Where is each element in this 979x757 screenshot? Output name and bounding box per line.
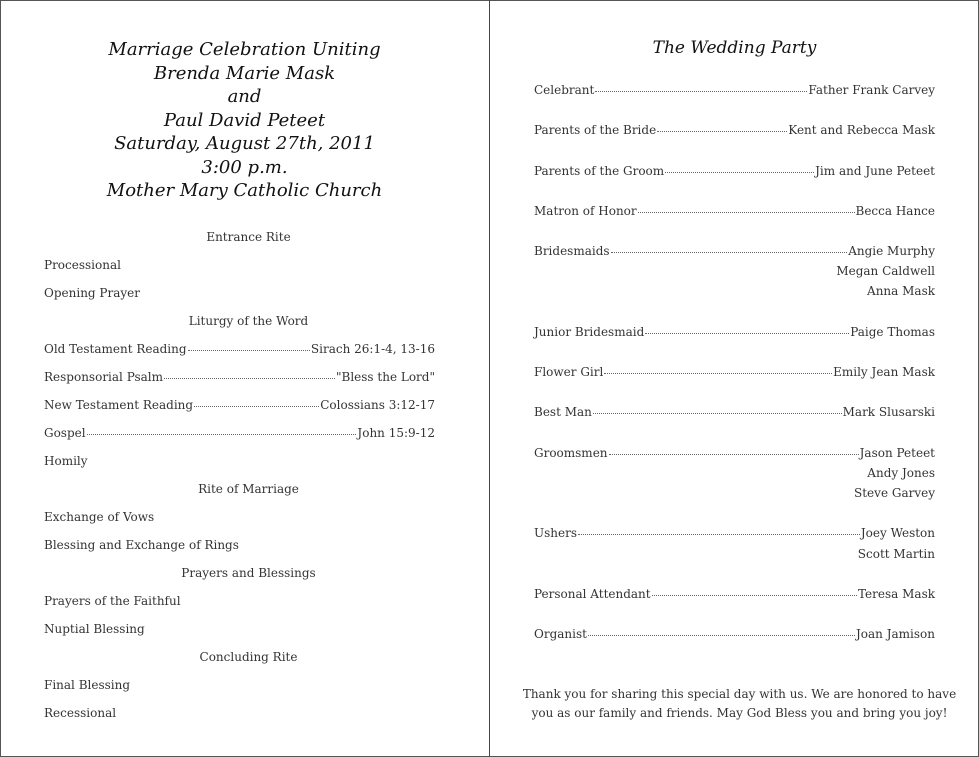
party-row bbox=[534, 405, 935, 419]
dot-leader bbox=[595, 91, 807, 92]
title-and: and bbox=[227, 86, 262, 107]
reading-value: "Bless the Lord" bbox=[335, 370, 435, 384]
dot-leader bbox=[87, 434, 357, 435]
program-item: Recessional bbox=[44, 706, 117, 720]
program-item: Processional bbox=[44, 258, 121, 272]
party-name: Anna Mask bbox=[867, 284, 935, 298]
ceremony-title bbox=[0, 38, 489, 203]
reading-label: Responsorial Psalm bbox=[44, 370, 163, 384]
party-name: Joey Weston bbox=[860, 526, 935, 540]
dot-leader bbox=[611, 252, 848, 253]
thank-you-message bbox=[520, 685, 959, 723]
party-name: Megan Caldwell bbox=[836, 264, 935, 278]
party-role: Groomsmen bbox=[534, 446, 608, 460]
ceremony-time: 3:00 p.m. bbox=[201, 156, 288, 178]
party-role: Organist bbox=[534, 627, 587, 641]
ceremony-venue: Mother Mary Catholic Church bbox=[106, 180, 383, 201]
program-item: Opening Prayer bbox=[44, 286, 140, 300]
party-role: Junior Bridesmaid bbox=[534, 325, 645, 339]
program-item: Blessing and Exchange of Rings bbox=[44, 538, 239, 552]
party-row bbox=[534, 627, 935, 641]
program-item: Exchange of Vows bbox=[44, 510, 155, 524]
party-name: Andy Jones bbox=[867, 466, 935, 480]
party-row bbox=[534, 526, 935, 540]
party-role: Parents of the Bride bbox=[534, 123, 657, 137]
party-role: Parents of the Groom bbox=[534, 164, 665, 178]
reading-row bbox=[44, 398, 435, 412]
party-name: Teresa Mask bbox=[857, 587, 935, 601]
party-name: Kent and Rebecca Mask bbox=[788, 123, 935, 137]
party-role: Celebrant bbox=[534, 83, 595, 97]
dot-leader bbox=[194, 406, 319, 407]
section-heading: Entrance Rite bbox=[206, 230, 291, 244]
party-name: Mark Slusarski bbox=[842, 405, 935, 419]
dot-leader bbox=[652, 595, 857, 596]
party-row bbox=[534, 123, 935, 137]
dot-leader bbox=[638, 212, 855, 213]
section-heading: Concluding Rite bbox=[199, 650, 298, 664]
thank-you-line: you as our family and friends. May God Bless you and bring you joy! bbox=[531, 706, 948, 720]
dot-leader bbox=[645, 333, 849, 334]
party-name: Emily Jean Mask bbox=[833, 365, 935, 379]
groom-name: Paul David Peteet bbox=[163, 109, 326, 131]
reading-label: Gospel bbox=[44, 426, 86, 440]
party-row bbox=[534, 587, 935, 601]
dot-leader bbox=[578, 534, 860, 535]
reading-value: Colossians 3:12-17 bbox=[320, 398, 435, 412]
party-name: Jason Peteet bbox=[859, 446, 935, 460]
party-role: Matron of Honor bbox=[534, 204, 637, 218]
dot-leader bbox=[588, 635, 855, 636]
dot-leader bbox=[665, 172, 814, 173]
party-name: Jim and June Peteet bbox=[815, 164, 935, 178]
party-name: Steve Garvey bbox=[854, 486, 935, 500]
party-name: Paige Thomas bbox=[850, 325, 935, 339]
reading-label: New Testament Reading bbox=[44, 398, 194, 412]
section-heading: Prayers and Blessings bbox=[181, 566, 316, 580]
program-item: Homily bbox=[44, 454, 88, 468]
bride-name: Brenda Marie Mask bbox=[153, 62, 336, 84]
dot-leader bbox=[609, 454, 859, 455]
dot-leader bbox=[593, 413, 842, 414]
reading-value: Sirach 26:1-4, 13-16 bbox=[310, 342, 435, 356]
wedding-party-title: The Wedding Party bbox=[652, 38, 817, 58]
party-role: Flower Girl bbox=[534, 365, 604, 379]
dot-leader bbox=[604, 373, 832, 374]
party-name: Father Frank Carvey bbox=[808, 83, 935, 97]
reading-value: John 15:9-12 bbox=[357, 426, 435, 440]
party-row bbox=[534, 244, 935, 258]
ceremony-date: Saturday, August 27th, 2011 bbox=[114, 133, 375, 154]
party-row bbox=[534, 446, 935, 460]
party-role: Best Man bbox=[534, 405, 592, 419]
program-item: Prayers of the Faithful bbox=[44, 594, 181, 608]
party-role: Ushers bbox=[534, 526, 577, 540]
program-item: Nuptial Blessing bbox=[44, 622, 145, 636]
party-role: Bridesmaids bbox=[534, 244, 610, 258]
thank-you-line: Thank you for sharing this special day with us. We are honored to have bbox=[522, 687, 957, 701]
fold-line bbox=[489, 0, 490, 757]
program-item: Final Blessing bbox=[44, 678, 131, 692]
reading-label: Old Testament Reading bbox=[44, 342, 187, 356]
title-line: Marriage Celebration Uniting bbox=[108, 39, 381, 60]
reading-row bbox=[44, 426, 435, 440]
dot-leader bbox=[164, 378, 335, 379]
dot-leader bbox=[657, 131, 787, 132]
party-row bbox=[534, 164, 935, 178]
dot-leader bbox=[188, 350, 310, 351]
party-name: Becca Hance bbox=[855, 204, 935, 218]
reading-row bbox=[44, 342, 435, 356]
party-row bbox=[534, 83, 935, 97]
party-name: Joan Jamison bbox=[855, 627, 935, 641]
party-role: Personal Attendant bbox=[534, 587, 651, 601]
section-heading: Liturgy of the Word bbox=[188, 314, 309, 328]
party-row bbox=[534, 365, 935, 379]
party-name: Angie Murphy bbox=[848, 244, 935, 258]
party-row bbox=[534, 204, 935, 218]
reading-row bbox=[44, 370, 435, 384]
section-heading: Rite of Marriage bbox=[198, 482, 299, 496]
party-name: Scott Martin bbox=[857, 547, 935, 561]
party-row bbox=[534, 325, 935, 339]
